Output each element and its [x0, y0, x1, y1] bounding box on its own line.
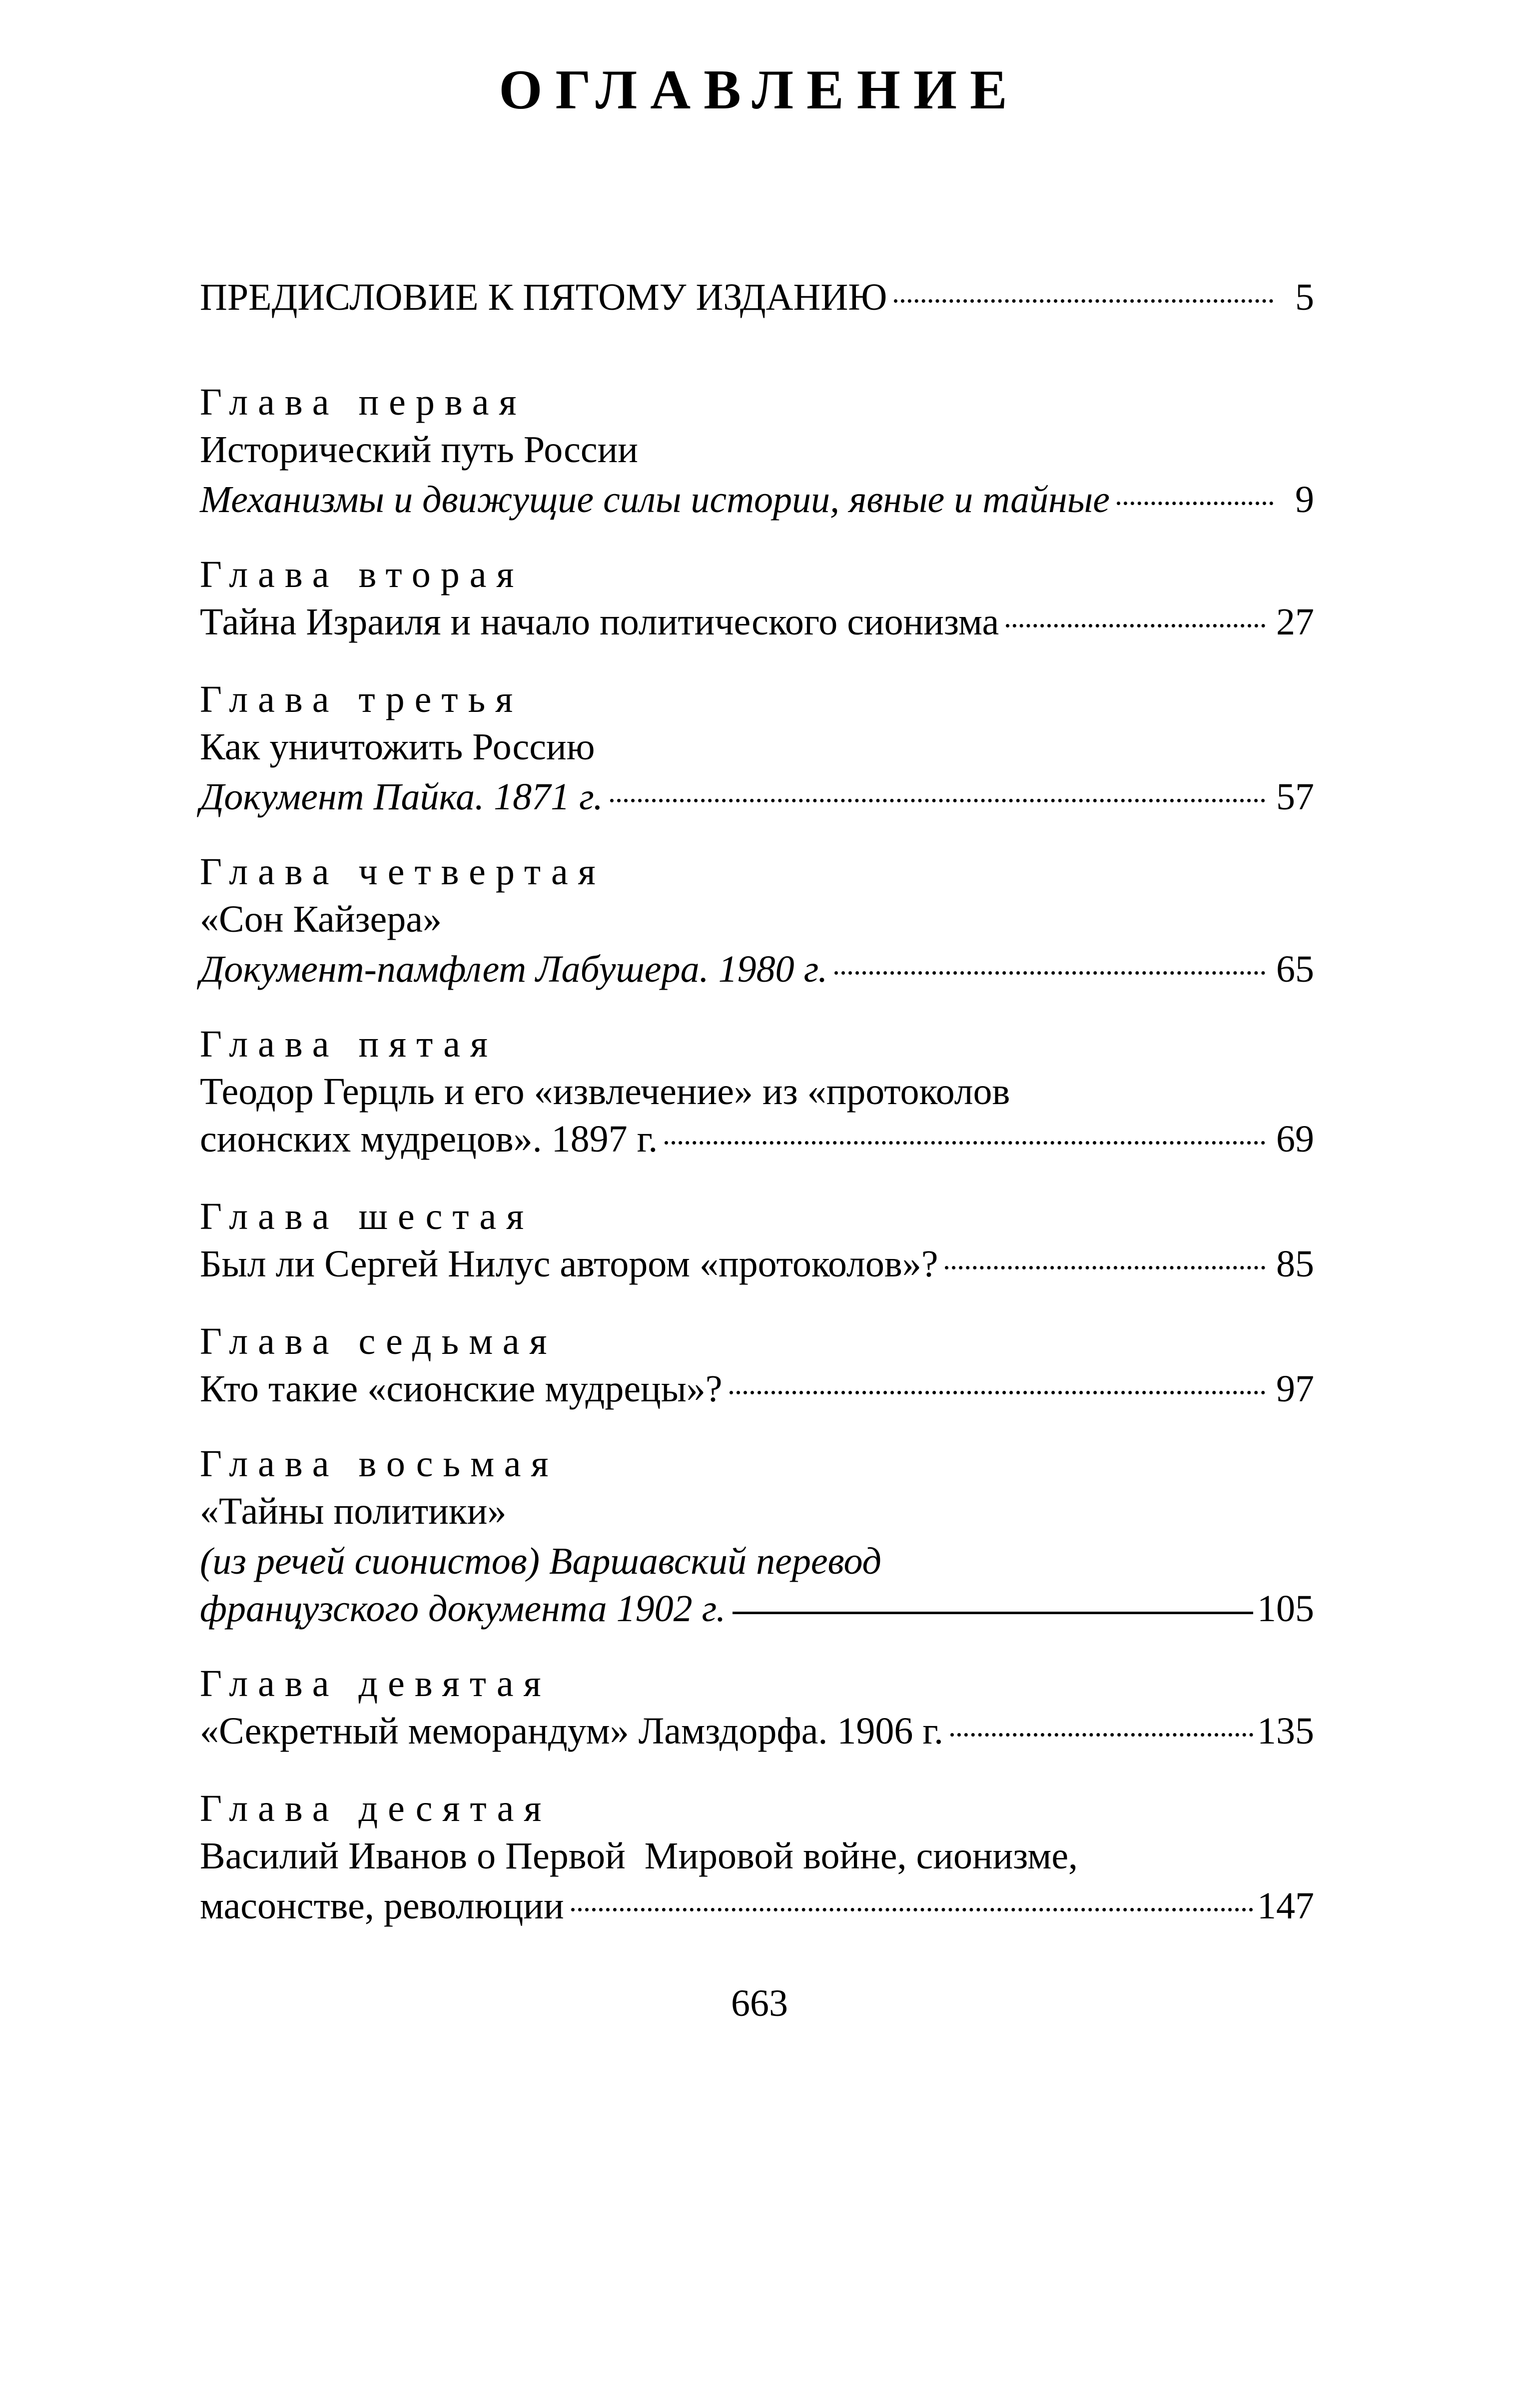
toc-entry[interactable]: [200, 1359, 1314, 1419]
toc-entry-text: Документ-памфлет Лабушера. 1980 г.: [200, 948, 828, 990]
toc-entry[interactable]: [200, 470, 1314, 530]
toc-entry-text: «Секретный меморандум» Ламздорфа. 1906 г.: [200, 1710, 943, 1752]
chapter-heading: Глава четвертая: [200, 851, 606, 893]
toc-page-number: 27: [1276, 601, 1314, 643]
toc-page-number: 97: [1276, 1368, 1314, 1410]
dot-leader: [1006, 624, 1265, 627]
dot-leader: [665, 1141, 1265, 1145]
chapter-subtitle: (из речей сионистов) Варшавский перевод: [200, 1540, 881, 1582]
chapter-heading: Глава первая: [200, 381, 527, 423]
chapter-title: Теодор Герцль и его «извлечение» из «протоколов: [200, 1071, 1010, 1113]
toc-entry[interactable]: [200, 1876, 1314, 1936]
chapter-heading: Глава десятая: [200, 1788, 552, 1829]
toc-entry[interactable]: [200, 1109, 1314, 1169]
dot-leader: [1117, 502, 1273, 505]
toc-entry-text: Был ли Сергей Нилус автором «протоколов»?: [200, 1243, 938, 1285]
toc-entry-text: ПРЕДИСЛОВИЕ К ПЯТОМУ ИЗДАНИЮ: [200, 276, 887, 318]
chapter-heading: Глава третья: [200, 678, 523, 720]
page-number: 663: [731, 1982, 788, 2024]
dot-leader: [730, 1391, 1265, 1394]
toc-entry-text: французского документа 1902 г.: [200, 1588, 726, 1630]
toc-entry[interactable]: [200, 939, 1314, 999]
chapter-heading: Глава шестая: [200, 1196, 534, 1237]
chapter-heading: Глава седьмая: [200, 1320, 557, 1362]
toc-page-number: 147: [1257, 1885, 1314, 1927]
toc-page-number: 135: [1257, 1710, 1314, 1752]
toc-entry[interactable]: [200, 1579, 1314, 1639]
toc-entry-text: Тайна Израиля и начало политического сионизма: [200, 601, 999, 643]
chapter-title: Исторический путь России: [200, 429, 638, 471]
chapter-heading: Глава восьмая: [200, 1443, 559, 1485]
chapter-heading: Глава девятая: [200, 1663, 551, 1705]
toc-entry-text: Механизмы и движущие силы истории, явные и тайные: [200, 479, 1110, 521]
leader-line: [733, 1612, 1253, 1614]
dot-leader: [610, 799, 1265, 802]
page-title: ОГЛАВЛЕНИЕ: [499, 59, 1020, 121]
toc-entry-preface[interactable]: [200, 267, 1314, 327]
toc-entry-text: масонстве, революции: [200, 1885, 564, 1927]
toc-entry-text: Кто такие «сионские мудрецы»?: [200, 1368, 723, 1410]
chapter-heading: Глава пятая: [200, 1023, 498, 1065]
toc-entry-text: сионских мудрецов». 1897 г.: [200, 1118, 658, 1160]
chapter-title: «Тайны политики»: [200, 1490, 507, 1532]
toc-page-number: 5: [1295, 276, 1314, 318]
toc-entry[interactable]: [200, 1701, 1314, 1761]
toc-entry-text: Документ Пайка. 1871 г.: [200, 776, 603, 818]
toc-entry[interactable]: [200, 767, 1314, 827]
toc-page-number: 69: [1276, 1118, 1314, 1160]
toc-page-number: 85: [1276, 1243, 1314, 1285]
dot-leader: [834, 971, 1265, 975]
toc-entry[interactable]: [200, 1234, 1314, 1294]
chapter-title: «Сон Кайзера»: [200, 898, 442, 940]
dot-leader: [950, 1733, 1253, 1737]
toc-page-number: 57: [1276, 776, 1314, 818]
dot-leader: [571, 1908, 1253, 1911]
dot-leader: [894, 299, 1273, 303]
toc-page-number: 65: [1276, 948, 1314, 990]
toc-page-number: 9: [1295, 479, 1314, 521]
chapter-title: Как уничтожить Россию: [200, 726, 595, 768]
chapter-title: Василий Иванов о Первой Мировой войне, сионизме,: [200, 1835, 1078, 1877]
chapter-heading: Глава вторая: [200, 554, 524, 596]
dot-leader: [945, 1266, 1265, 1269]
toc-entry[interactable]: [200, 592, 1314, 652]
toc-page-number: 105: [1257, 1588, 1314, 1630]
